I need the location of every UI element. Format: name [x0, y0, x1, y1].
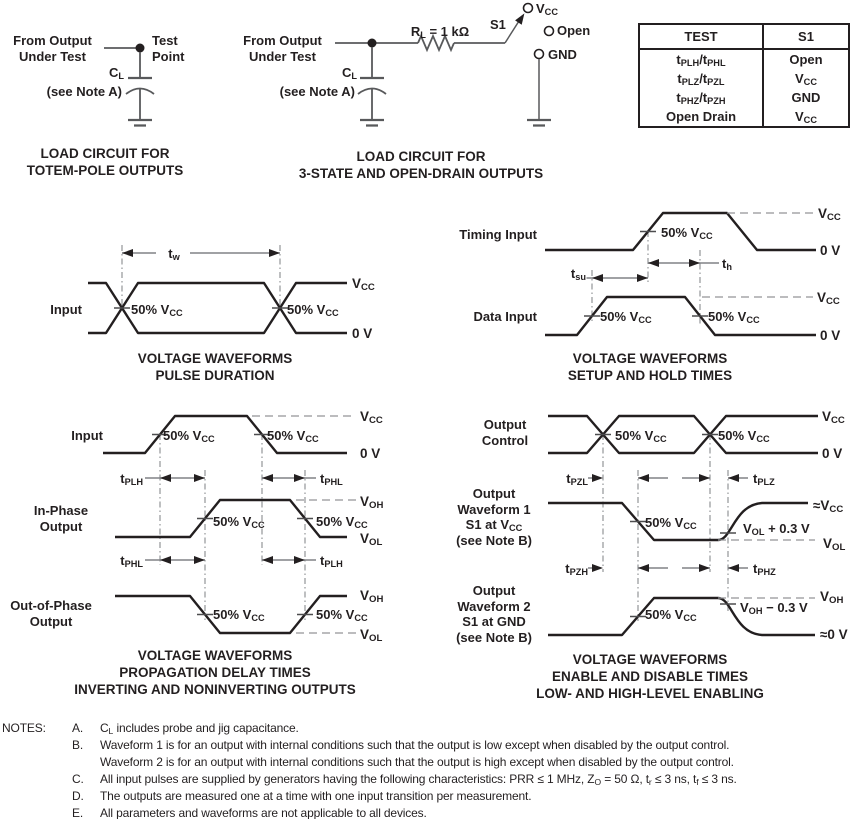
test-point-label: Test Point — [152, 33, 185, 64]
from-output-label: From Output Under Test — [243, 33, 322, 64]
arrowhead-icon — [728, 474, 739, 482]
open-terminal-icon — [545, 27, 554, 36]
note-text: All input pulses are supplied by generators having the following characteristics: PRR ≤ 1 MHz, $Z_O = 50$ Ω, $t_r \le 3$ ns, $t_f \le 3$ ns. — [100, 772, 737, 787]
s1-table-header-test: TEST — [639, 24, 763, 49]
test-cell: Open Drain — [665, 109, 737, 124]
fifty-percent-label: 50% $V_{CC}$ — [316, 514, 368, 531]
fifty-percent-label: 50% $V_{CC}$ — [615, 428, 667, 445]
voh-minus-label: $V_{OH} - 0.3$ V — [740, 600, 808, 617]
approx-vcc-level-label: $\approx V_{CC}$ — [813, 498, 844, 516]
ground-icon — [527, 120, 551, 126]
arrowhead-icon — [262, 556, 273, 564]
s1-table — [638, 23, 850, 128]
output-control-label: Output Control — [481, 417, 529, 448]
cl-label: $C_L$ — [341, 65, 357, 82]
tphz-label: $t_{PHZ}$ — [753, 561, 776, 578]
output-waveform2-label: Output Waveform 2 S1 at GND (see Note B) — [456, 583, 532, 645]
arrowhead-icon — [122, 249, 133, 257]
tphl-label: $t_{PHL}$ — [120, 553, 143, 570]
voh-level-label: $V_{OH}$ — [360, 588, 384, 606]
s1-cell: GND — [763, 88, 849, 107]
arrowhead-icon — [194, 556, 205, 564]
s1-cell: $V_{CC}$ — [763, 107, 849, 127]
fifty-percent-label: 50% $V_{CC}$ — [213, 607, 265, 624]
arrowhead-icon — [194, 474, 205, 482]
in-phase-output-label: In-Phase Output — [33, 503, 89, 534]
fifty-percent-label: 50% $V_{CC}$ — [213, 514, 265, 531]
note-text: $C_L$ includes probe and jig capacitance. — [100, 721, 299, 736]
rl-label: $R_L = 1$ kΩ — [410, 24, 470, 41]
timing-input-label: Timing Input — [459, 227, 537, 242]
tplh-label: $t_{PLH}$ — [320, 553, 343, 570]
note-text: The outputs are measured one at a time with one input transition per measurement. — [100, 789, 532, 803]
ground-icon — [128, 120, 152, 126]
table-row — [639, 107, 849, 127]
notes-title: NOTES: — [2, 721, 46, 735]
setup-hold-caption: VOLTAGE WAVEFORMS SETUP AND HOLD TIMES — [567, 351, 733, 383]
totem-caption: LOAD CIRCUIT FOR TOTEM-POLE OUTPUTS — [26, 146, 184, 178]
arrowhead-icon — [592, 474, 603, 482]
tpzl-label: $t_{PZL}$ — [566, 471, 588, 488]
arrowhead-icon — [648, 259, 659, 267]
th-label: $t_h$ — [722, 256, 732, 273]
arrowhead-icon — [637, 274, 648, 282]
note-letter: C. — [72, 772, 84, 786]
arrowhead-icon — [592, 564, 603, 572]
guide-line — [122, 245, 280, 306]
test-cell: $t_{PLH}/t_{PHL}$ — [676, 52, 726, 69]
fifty-percent-label: 50% $V_{CC}$ — [645, 607, 697, 624]
data-input-label: Data Input — [473, 309, 537, 324]
note-letter: E. — [72, 806, 84, 819]
arrowhead-icon — [699, 564, 710, 572]
fifty-percent-label: 50% $V_{CC}$ — [316, 607, 368, 624]
arrowhead-icon — [160, 556, 171, 564]
fifty-percent-label: 50% $V_{CC}$ — [163, 428, 215, 445]
vol-level-label: $V_{OL}$ — [360, 627, 383, 645]
vcc-level-label: $V_{CC}$ — [352, 276, 375, 294]
arrowhead-icon — [294, 474, 305, 482]
output-waveform1-label: Output Waveform 1 S1 at $V_{CC}$ (see Note B) — [456, 486, 532, 548]
junction-node — [368, 39, 377, 48]
tw-label: $t_w$ — [168, 246, 180, 263]
vcc-level-label: $V_{CC}$ — [818, 206, 841, 224]
fifty-percent-label: 50% $V_{CC}$ — [287, 302, 339, 319]
arrowhead-icon — [269, 249, 280, 257]
voh-level-label: $V_{OH}$ — [360, 494, 384, 512]
note-letter: B. — [72, 738, 84, 752]
fifty-percent-label: 50% $V_{CC}$ — [708, 309, 760, 326]
zero-level-label: 0 V — [822, 446, 843, 461]
tsu-label: $t_{su}$ — [570, 266, 586, 283]
gnd-terminal-icon — [535, 50, 544, 59]
three-state-caption: LOAD CIRCUIT FOR 3-STATE AND OPEN-DRAIN OUTPUTS — [298, 149, 544, 181]
three-state-load-circuit-drawing — [230, 0, 660, 140]
pulse-duration-caption: VOLTAGE WAVEFORMS PULSE DURATION — [137, 351, 293, 383]
arrowhead-icon — [728, 564, 739, 572]
fifty-percent-label: 50% $V_{CC}$ — [718, 428, 770, 445]
table-row — [639, 88, 849, 107]
arrowhead-icon — [638, 474, 649, 482]
notes-section — [2, 720, 856, 819]
arrowhead-icon — [699, 474, 710, 482]
prop-delay-caption: VOLTAGE WAVEFORMS PROPAGATION DELAY TIMES INVERTING AND NONINVERTING OUTPUTS — [74, 648, 356, 697]
output-control-wave-a — [548, 416, 818, 453]
switch-arrowhead-icon — [515, 13, 524, 24]
cl-label: $C_L$ — [108, 65, 124, 82]
zero-level-label: 0 V — [820, 328, 841, 343]
zero-level-label: 0 V — [820, 243, 841, 258]
vol-level-label: $V_{OL}$ — [823, 536, 846, 554]
tplz-label: $t_{PLZ}$ — [753, 471, 775, 488]
test-cell: $t_{PHZ}/t_{PZH}$ — [676, 90, 726, 107]
s1-table-header-s1: S1 — [763, 24, 849, 49]
open-terminal-label: Open — [557, 23, 591, 38]
arrowhead-icon — [262, 474, 273, 482]
s1-cell: Open — [763, 49, 849, 69]
vcc-terminal-label: $V_{CC}$ — [536, 1, 558, 18]
arrowhead-icon — [160, 474, 171, 482]
fifty-percent-label: 50% $V_{CC}$ — [267, 428, 319, 445]
note-item — [72, 788, 856, 805]
tpzh-label: $t_{PZH}$ — [565, 561, 588, 578]
table-row — [639, 49, 849, 69]
input-label: Input — [50, 302, 82, 317]
voh-level-label: $V_{OH}$ — [820, 589, 844, 607]
cl-note-label: (see Note A) — [46, 84, 122, 99]
gnd-terminal-label: GND — [548, 47, 577, 62]
note-item — [72, 720, 856, 737]
arrowhead-icon — [592, 274, 603, 282]
vcc-level-label: $V_{CC}$ — [360, 409, 383, 427]
note-letter: A. — [72, 721, 84, 735]
zero-level-label: 0 V — [352, 326, 373, 341]
note-letter: D. — [72, 789, 84, 803]
note-item — [72, 737, 856, 771]
enable-disable-caption: VOLTAGE WAVEFORMS ENABLE AND DISABLE TIMES LOW- AND HIGH-LEVEL ENABLING — [536, 652, 764, 701]
from-output-label: From Output Under Test — [13, 33, 92, 64]
test-point-node — [136, 44, 145, 53]
vcc-terminal-icon — [524, 4, 533, 13]
arrowhead-icon — [689, 259, 700, 267]
arrowhead-icon — [294, 556, 305, 564]
s1-cell: $V_{CC}$ — [763, 69, 849, 88]
switch-lever — [505, 21, 519, 43]
vol-plus-label: $V_{OL} + 0.3$ V — [743, 521, 810, 538]
fifty-percent-label: 50% $V_{CC}$ — [131, 302, 183, 319]
tplh-label: $t_{PLH}$ — [120, 471, 143, 488]
arrowhead-icon — [638, 564, 649, 572]
input-label: Input — [71, 428, 103, 443]
note-text: Waveform 1 is for an output with internal conditions such that the output is low except when disabled by the output control. Waveform 2 is for an output with internal conditions such that the output is high except when disabled by the output control. — [100, 738, 734, 769]
zero-level-label: 0 V — [360, 446, 381, 461]
output-control-wave-b — [548, 416, 818, 453]
fifty-percent-label: 50% $V_{CC}$ — [645, 515, 697, 532]
vcc-level-label: $V_{CC}$ — [817, 290, 840, 308]
vol-level-label: $V_{OL}$ — [360, 531, 383, 549]
note-item — [72, 771, 856, 788]
ground-icon — [360, 120, 384, 126]
s1-label: S1 — [490, 17, 506, 32]
table-row — [639, 69, 849, 88]
test-cell: $t_{PLZ}/t_{PZL}$ — [677, 71, 725, 88]
note-item — [72, 805, 856, 819]
cl-note-label: (see Note A) — [279, 84, 355, 99]
out-of-phase-output-label: Out-of-Phase Output — [10, 598, 92, 629]
vcc-level-label: $V_{CC}$ — [822, 409, 845, 427]
fifty-percent-label: 50% $V_{CC}$ — [661, 225, 713, 242]
fifty-percent-label: 50% $V_{CC}$ — [600, 309, 652, 326]
tphl-label: $t_{PHL}$ — [320, 471, 343, 488]
note-text: All parameters and waveforms are not applicable to all devices. — [100, 806, 427, 819]
approx-zero-level-label: ≈0 V — [820, 627, 848, 642]
